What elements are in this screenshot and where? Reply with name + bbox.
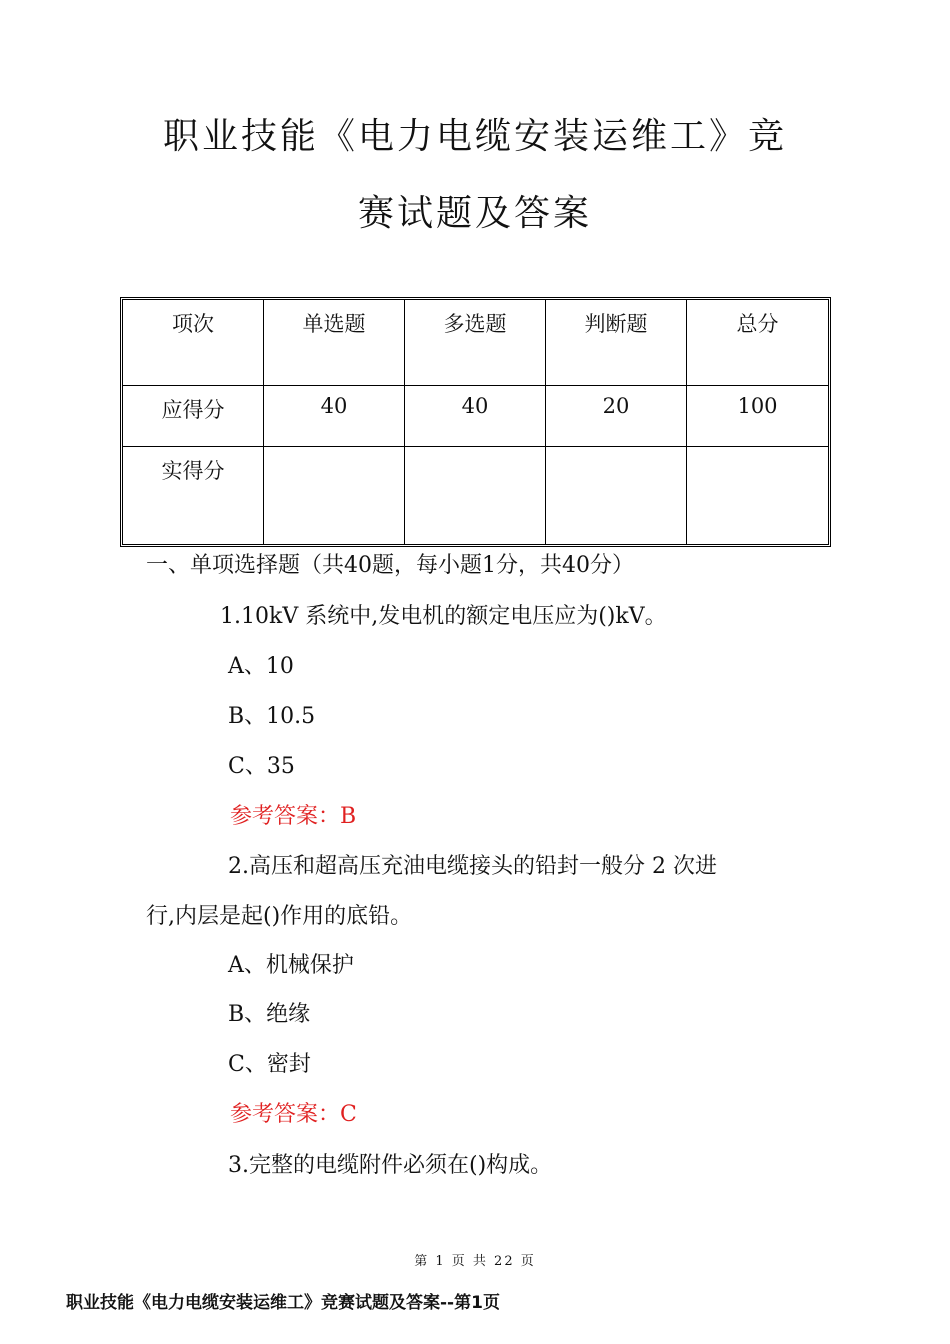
header-cell: 多选题 — [405, 300, 546, 386]
header-cell: 项次 — [123, 300, 264, 386]
score-table-row — [123, 447, 828, 544]
table-cell: 40 — [405, 386, 546, 447]
section-heading: 一、单项选择题（共40题，每小题1分，共40分） — [146, 553, 634, 578]
table-cell: 100 — [687, 386, 828, 447]
document-title-line2: 赛试题及答案 — [357, 193, 592, 234]
question-option: A、机械保护 — [228, 953, 354, 978]
header-cell: 单选题 — [264, 300, 405, 386]
question-option: B、10.5 — [228, 704, 316, 729]
question-option: B、绝缘 — [228, 1002, 311, 1027]
question-stem: 3.完整的电缆附件必须在()构成。 — [228, 1153, 553, 1178]
table-cell: 40 — [264, 386, 405, 447]
reference-answer: 参考答案：C — [230, 1102, 357, 1127]
score-table — [120, 297, 831, 547]
question-stem: 2.高压和超高压充油电缆接头的铅封一般分 2 次进 — [228, 854, 717, 879]
score-table-header-row — [123, 300, 828, 386]
question-stem-continued: 行,内层是起()作用的底铅。 — [146, 904, 413, 929]
table-cell: 应得分 — [123, 386, 264, 447]
page-indicator: 第 1 页 共 22 页 — [414, 1254, 536, 1269]
document-caption: 职业技能《电力电缆安装运维工》竞赛试题及答案--第1页 — [66, 1293, 500, 1313]
header-cell: 判断题 — [546, 300, 687, 386]
table-cell: 实得分 — [123, 447, 264, 544]
table-cell — [546, 447, 687, 544]
reference-answer: 参考答案：B — [230, 804, 357, 829]
document-title-line1: 职业技能《电力电缆安装运维工》竞 — [162, 116, 787, 157]
table-cell: 20 — [546, 386, 687, 447]
table-cell — [264, 447, 405, 544]
header-cell: 总分 — [687, 300, 828, 386]
question-stem: 1.10kV 系统中,发电机的额定电压应为()kV。 — [220, 604, 667, 629]
table-cell — [405, 447, 546, 544]
question-option: C、35 — [228, 754, 295, 779]
score-table-row — [123, 386, 828, 447]
table-cell — [687, 447, 828, 544]
question-option: C、密封 — [228, 1052, 311, 1077]
question-option: A、10 — [228, 654, 294, 679]
